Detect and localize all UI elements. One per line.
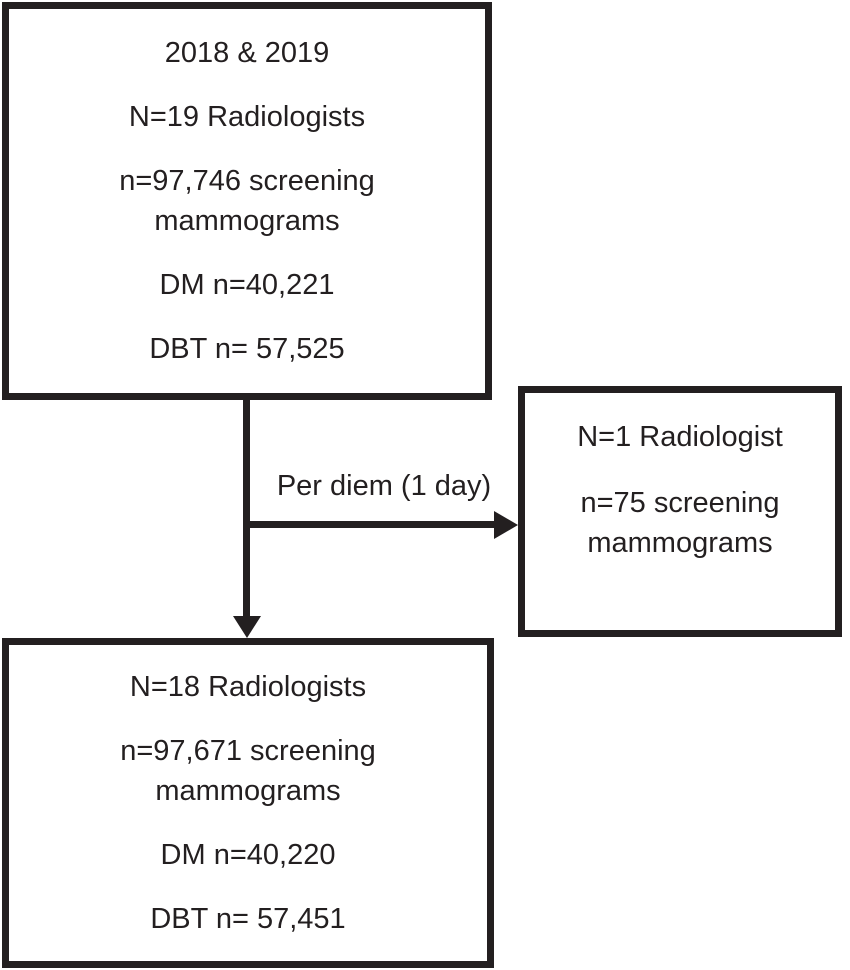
radiologists-count-text: N=1 Radiologist — [577, 421, 783, 453]
mammograms-count-text: n=97,746 screening mammograms — [119, 164, 375, 237]
dbt-count-text: DBT n= 57,525 — [149, 333, 345, 366]
dm-count-text: DM n=40,220 — [160, 839, 336, 871]
final-cohort-box — [2, 638, 494, 968]
radiologists-count-text: N=18 Radiologists — [129, 670, 367, 703]
radiologists-count-text: N=19 Radiologists — [128, 100, 366, 133]
down-arrow-head-icon — [233, 616, 261, 638]
dm-count-text: DM n=40,221 — [159, 269, 335, 302]
dbt-count-text: DBT n= 57,451 — [150, 903, 346, 936]
branch-exclusion-label: Per diem (1 day) — [276, 470, 492, 502]
cohort-2018-2019-box — [2, 2, 492, 400]
right-arrow-head-icon — [494, 511, 518, 539]
excluded-radiologist-box — [518, 386, 842, 637]
down-arrow-line — [243, 400, 250, 618]
right-arrow-line — [246, 521, 496, 528]
mammograms-count-text: n=75 screening mammograms — [580, 487, 780, 560]
year-range-text: 2018 & 2019 — [164, 36, 330, 69]
mammograms-count-text: n=97,671 screening mammograms — [120, 734, 376, 807]
